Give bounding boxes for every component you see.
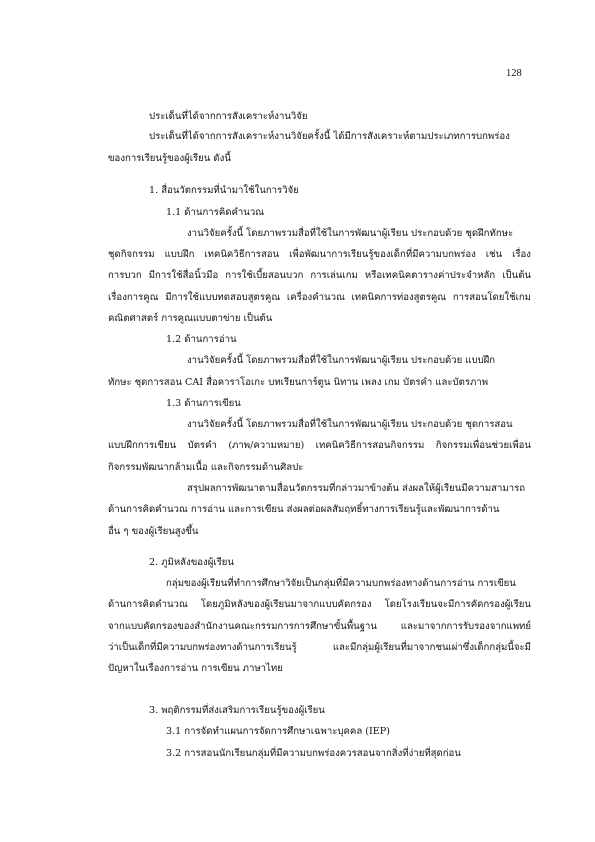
paragraph-line: ทักษะ ชุดการสอน CAI สื่อคาราโอเกะ บทเรียนการ์ตูน นิทาน เพลง เกม บัตรคำ และบัตรภาพ xyxy=(108,377,489,388)
section-heading: ประเด็นที่ได้จากการสังเคราะห์งานวิจัย xyxy=(149,111,308,122)
paragraph-line: งานวิจัยครั้งนี้ โดยภาพรวมสื่อที่ใช้ในการพัฒนาผู้เรียน ประกอบด้วย ชุดการสอน xyxy=(187,419,513,430)
subheading: 3.1 การจัดทำแผนการจัดการศึกษาเฉพาะบุคคล (IEP) xyxy=(166,726,391,737)
paragraph-line: ประเด็นที่ได้จากการสังเคราะห์งานวิจัยครั้งนี้ ได้มีการสังเคราะห์ตามประเภทการบกพร่อง xyxy=(149,131,510,142)
paragraph-line: อื่น ๆ ของผู้เรียนสูงขึ้น xyxy=(108,526,199,537)
subheading: 1.3 ด้านการเขียน xyxy=(166,398,241,409)
subheading: 3.2 การสอนนักเรียนกลุ่มที่มีความบกพร่องควรสอนจากสิ่งที่ง่ายที่สุดก่อน xyxy=(166,748,461,759)
paragraph-line: ปัญหาในเรื่องการอ่าน การเขียน ภาษาไทย xyxy=(108,663,283,674)
paragraph-line: จากแบบคัดกรองของสำนักงานคณะกรรมการการศึกษาขั้นพื้นฐาน และมาจากการรับรองจากแพทย์ xyxy=(108,621,531,632)
paragraph-line: ชุดกิจกรรม แบบฝึก เทคนิควิธีการสอน เพื่อพัฒนาการเรียนรู้ของเด็กที่มีความบกพร่อง เช่น เรื่อง xyxy=(108,249,531,260)
paragraph-line: คณิตศาสตร์ การคูณแบบตาข่าย เป็นต้น xyxy=(108,313,273,324)
list-heading: 2. ภูมิหลังของผู้เรียน xyxy=(149,557,234,568)
subheading: 1.2 ด้านการอ่าน xyxy=(166,334,237,345)
paragraph-line: กลุ่มของผู้เรียนที่ทำการศึกษาวิจัยเป็นกลุ่มที่มีความบกพร่องทางด้านการอ่าน การเขียน xyxy=(166,578,516,589)
paragraph-line: งานวิจัยครั้งนี้ โดยภาพรวมสื่อที่ใช้ในการพัฒนาผู้เรียน ประกอบด้วย ชุดฝึกทักษะ xyxy=(187,228,514,239)
paragraph-line: การบวก มีการใช้สื่อนิ้วมือ การใช้เบี้ยสอนบวก การเล่นเกม หรือเทคนิคตารางค่าประจำหลัก เป็นต้น xyxy=(108,270,531,281)
list-heading: 1. สื่อนวัตกรรมที่นำมาใช้ในการวิจัย xyxy=(149,185,299,196)
paragraph-line: แบบฝึกการเขียน บัตรคำ (ภาพ/ความหมาย) เทคนิควิธีการสอนกิจกรรม กิจกรรมเพื่อนช่วยเพื่อน xyxy=(108,440,531,451)
paragraph-line: ของการเรียนรู้ของผู้เรียน ดังนี้ xyxy=(108,153,231,164)
list-heading: 3. พฤติกรรมที่ส่งเสริมการเรียนรู้ของผู้เรียน xyxy=(149,705,325,716)
paragraph-line: เรื่องการคูณ มีการใช้แบบทดสอบสูตรคูณ เครื่องคำนวณ เทคนิคการท่องสูตรคูณ การสอนโดยใช้เกม xyxy=(108,292,531,303)
paragraph-line: ว่าเป็นเด็กที่มีความบกพร่องทางด้านการเรียนรู้ และมีกลุ่มผู้เรียนที่มาจากชนเผ่าซึ่งเด็กกลุ่มนี้จะมี xyxy=(108,642,531,653)
paragraph-line: ด้านการคิดคำนวณ การอ่าน และการเขียน ส่งผลต่อผลสัมฤทธิ์ทางการเรียนรู้และพัฒนาการด้าน xyxy=(108,504,500,515)
paragraph-line: สรุปผลการพัฒนาตามสื่อนวัตกรรมที่กล่าวมาข้างต้น ส่งผลให้ผู้เรียนมีความสามารถ xyxy=(187,483,526,494)
paragraph-line: ด้านการคิดคำนวณ โดยภูมิหลังของผู้เรียนมาจากแบบคัดกรอง โดยโรงเรียนจะมีการคัดกรองผู้เรียน xyxy=(108,599,531,610)
subheading: 1.1 ด้านการคิดคำนวณ xyxy=(166,207,265,218)
page-number: 128 xyxy=(506,68,522,79)
paragraph-line: กิจกรรมพัฒนากล้ามเนื้อ และกิจกรรมด้านศิลปะ xyxy=(108,462,304,473)
paragraph-line: งานวิจัยครั้งนี้ โดยภาพรวมสื่อที่ใช้ในการพัฒนาผู้เรียน ประกอบด้วย แบบฝึก xyxy=(187,355,496,366)
